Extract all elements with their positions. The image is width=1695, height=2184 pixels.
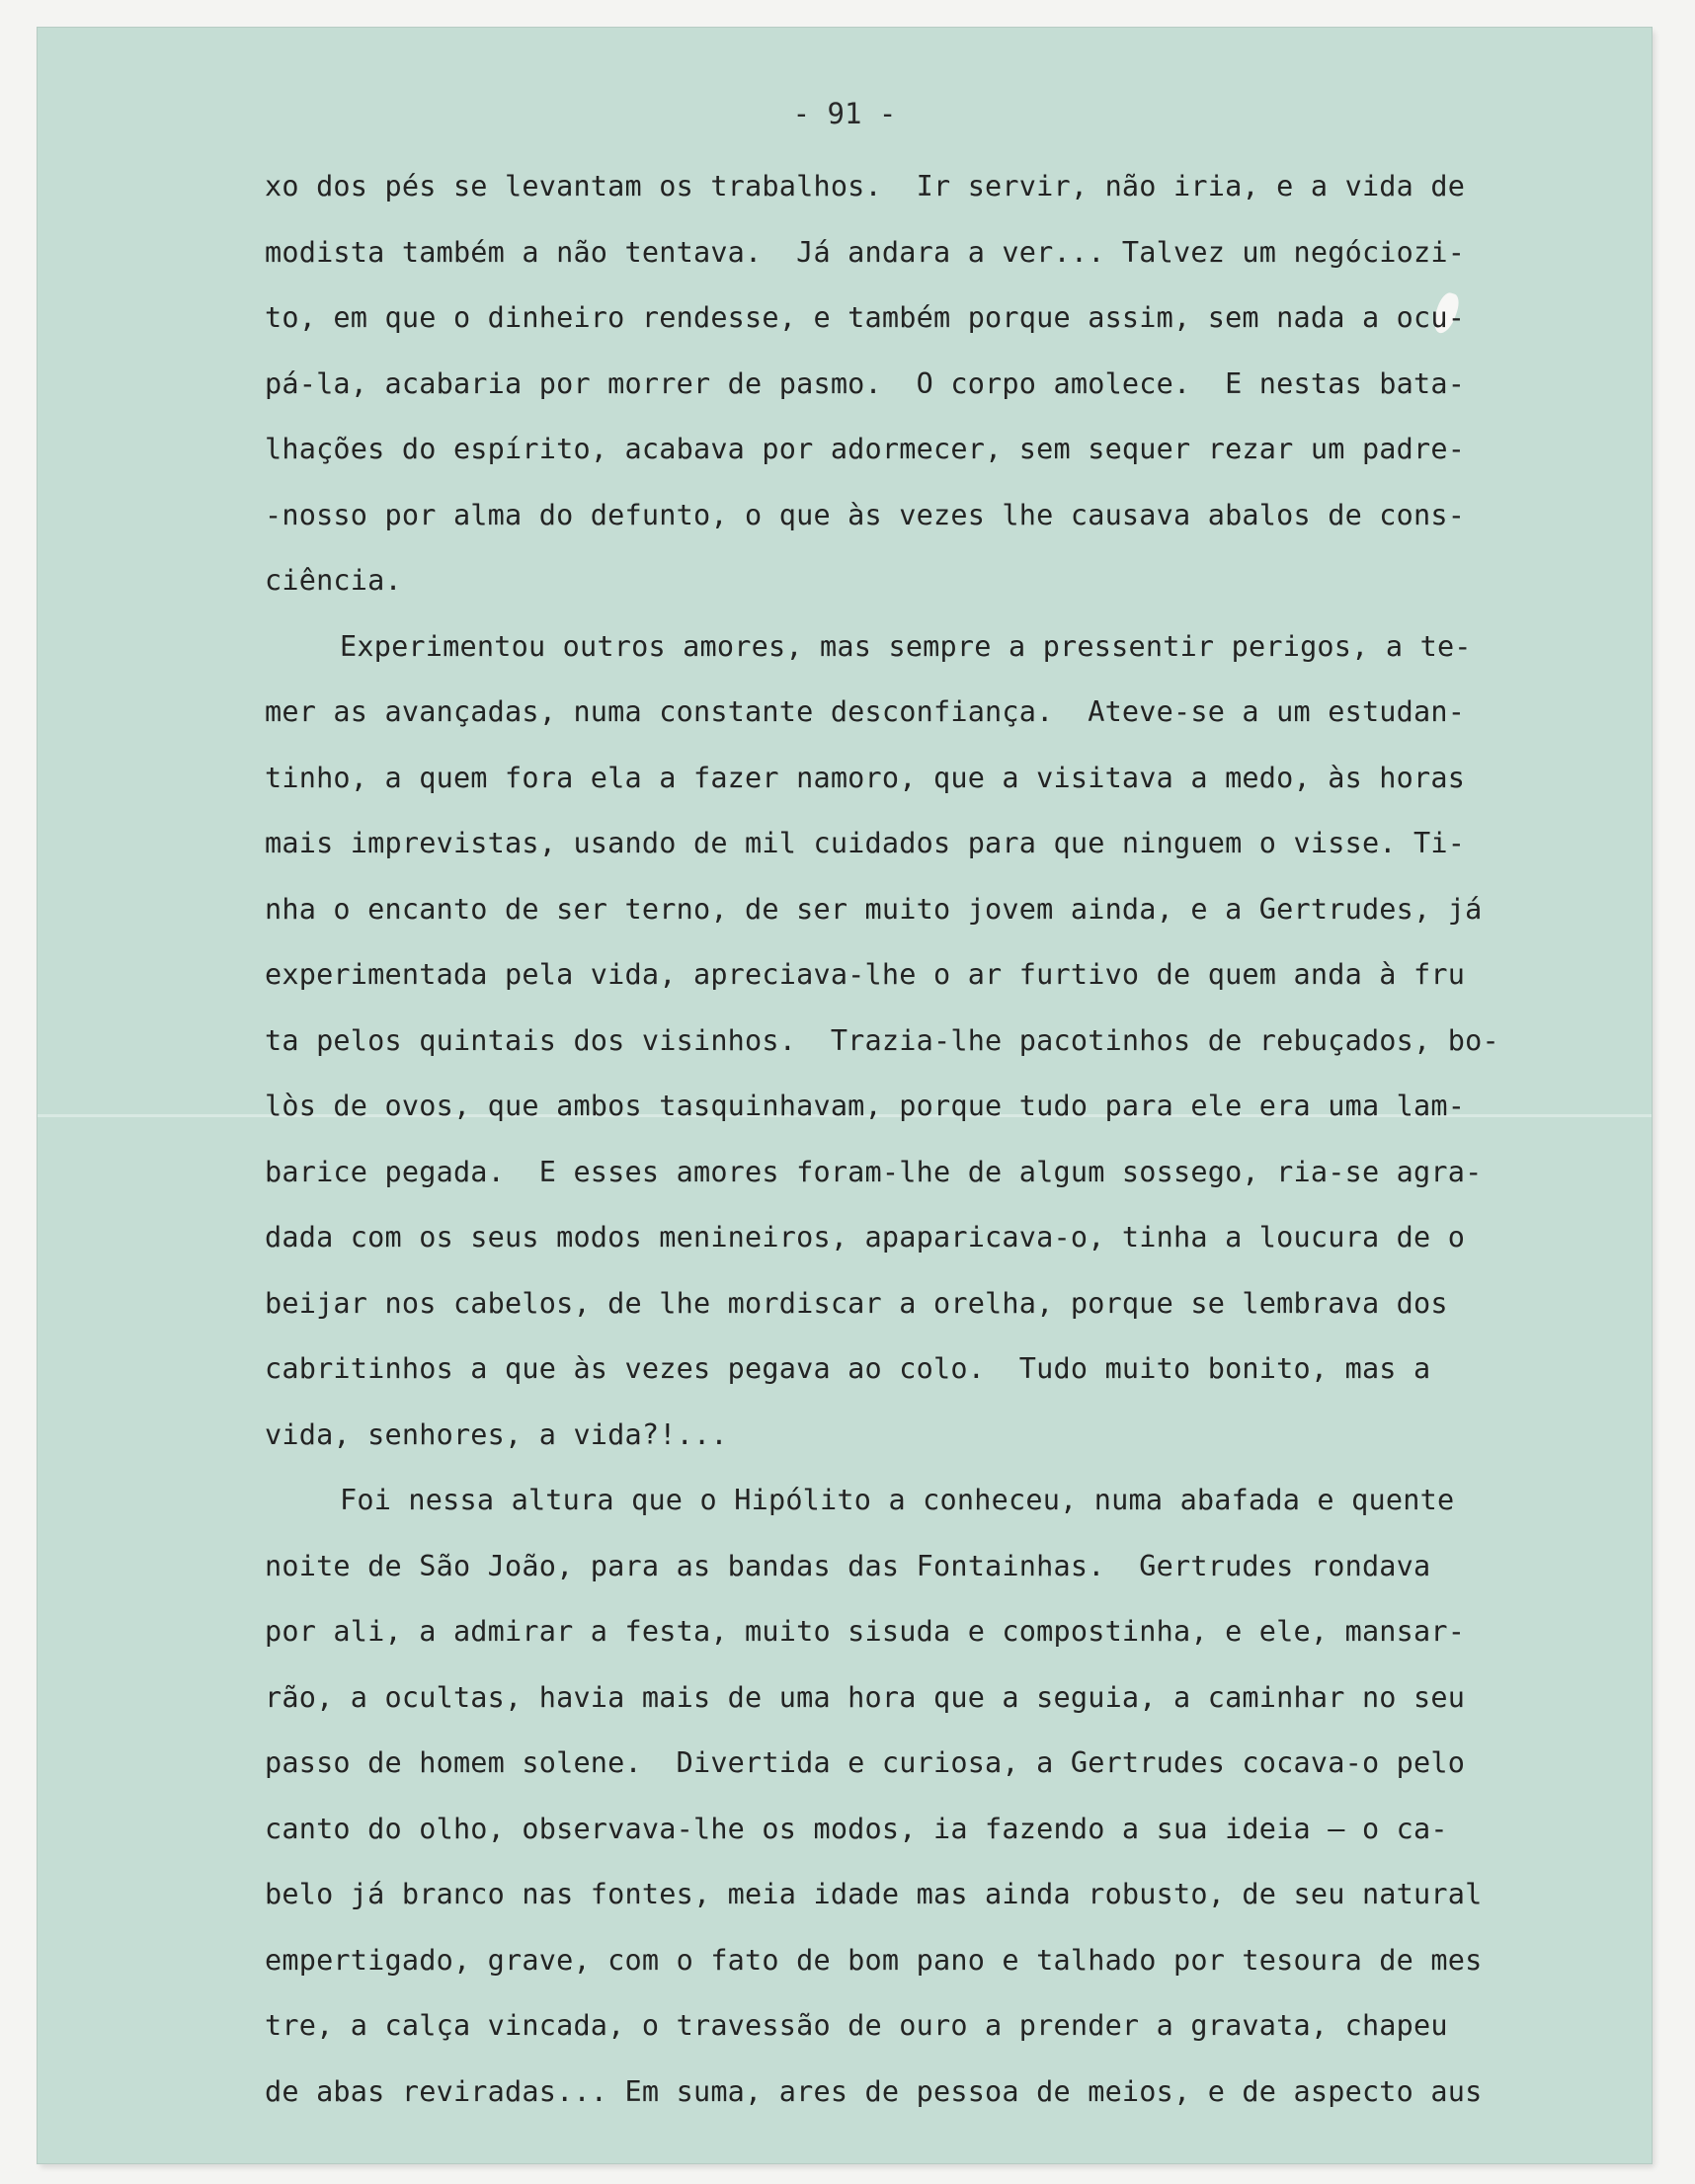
text-line: canto do olho, observava-lhe os modos, ia fazendo a sua ideia — o ca- (265, 1812, 1448, 1845)
page-number: - 91 - (792, 97, 897, 130)
text-line: vida, senhores, a vida?!... (265, 1417, 728, 1451)
text-line: rão, a ocultas, havia mais de uma hora que a seguia, a caminhar no seu (265, 1680, 1466, 1714)
text-line: xo dos pés se levantam os trabalhos. Ir servir, não iria, e a vida de (265, 170, 1466, 202)
text-line: experimentada pela vida, apreciava-lhe o ar furtivo de quem anda à fru (265, 958, 1466, 991)
text-line: modista também a não tentava. Já andara a ver... Talvez um negóciozi- (265, 235, 1466, 269)
text-line: nha o encanto de ser terno, de ser muito jovem ainda, e a Gertrudes, já (265, 892, 1483, 926)
text-line: belo já branco nas fontes, meia idade mas ainda robusto, de seu natural (265, 1878, 1483, 1910)
text-line: ta pelos quintais dos visinhos. Trazia-lhe pacotinhos de rebuçados, bo- (265, 1023, 1499, 1057)
text-line: noite de São João, para as bandas das Fontainhas. Gertrudes rondava (265, 1549, 1431, 1582)
text-line: por ali, a admirar a festa, muito sisuda e compostinha, e ele, mansar- (265, 1615, 1466, 1648)
text-line: dada com os seus modos menineiros, apaparicava-o, tinha a loucura de o (265, 1221, 1466, 1254)
text-line: mer as avançadas, numa constante desconfiança. Ateve-se a um estudan- (265, 695, 1466, 728)
text-line: cabritinhos a que às vezes pegava ao colo. Tudo muito bonito, mas a (265, 1352, 1431, 1385)
typewritten-sheet (38, 28, 1652, 2163)
text-line: tinho, a quem fora ela a fazer namoro, que a visitava a medo, às horas (265, 761, 1466, 794)
text-line: lhações do espírito, acabava por adormecer, sem sequer rezar um padre- (265, 433, 1466, 465)
text-line: Experimentou outros amores, mas sempre a pressentir perigos, a te- (340, 629, 1472, 663)
text-line: barice pegada. E esses amores foram-lhe de algum sossego, ria-se agra- (265, 1155, 1483, 1188)
text-line: to, em que o dinheiro rendesse, e também porque assim, sem nada a ocu- (265, 301, 1466, 334)
text-line: ciência. (265, 564, 402, 597)
text-line: -nosso por alma do defunto, o que às vezes lhe causava abalos de cons- (265, 498, 1466, 531)
manuscript-body (265, 154, 1624, 2125)
text-line: mais imprevistas, usando de mil cuidados para que ninguem o visse. Ti- (265, 827, 1466, 859)
text-line: tre, a calça vincada, o travessão de ouro a prender a gravata, chapeu (265, 2009, 1448, 2042)
text-line: pá-la, acabaria por morrer de pasmo. O corpo amolece. E nestas bata- (265, 366, 1466, 400)
text-line: beijar nos cabelos, de lhe mordiscar a orelha, porque se lembrava dos (265, 1286, 1448, 1320)
text-line: lòs de ovos, que ambos tasquinhavam, porque tudo para ele era uma lam- (265, 1090, 1466, 1122)
text-line: de abas reviradas... Em suma, ares de pessoa de meios, e de aspecto aus (265, 2074, 1483, 2108)
text-line: Foi nessa altura que o Hipólito a conheceu, numa abafada e quente (340, 1484, 1455, 1516)
text-line: passo de homem solene. Divertida e curiosa, a Gertrudes cocava-o pelo (265, 1746, 1466, 1779)
text-line: empertigado, grave, com o fato de bom pano e talhado por tesoura de mes (265, 1943, 1483, 1977)
